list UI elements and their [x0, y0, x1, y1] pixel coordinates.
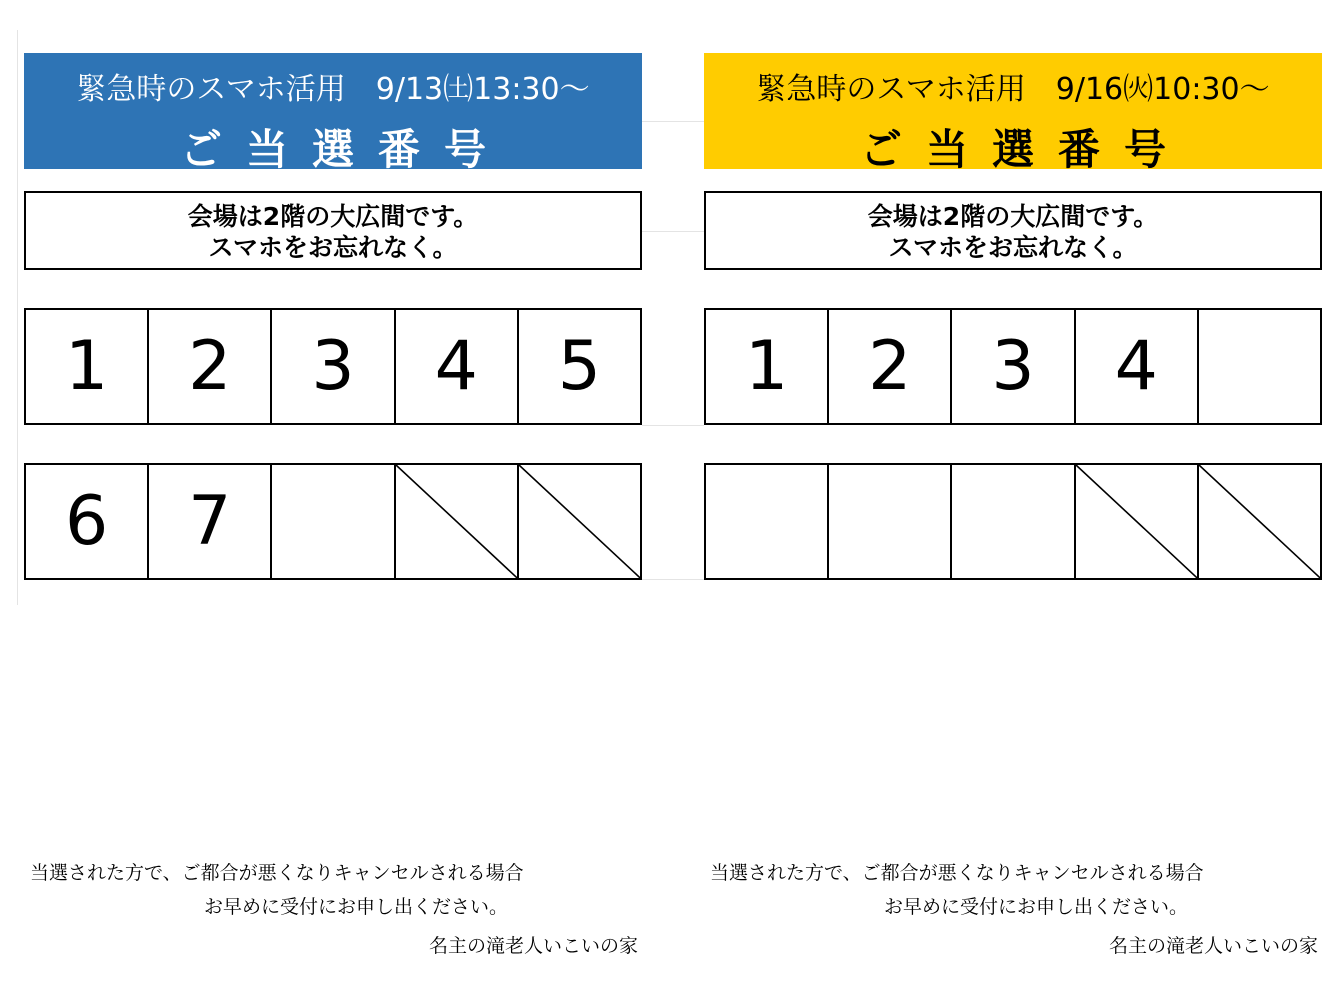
- cancellation-note: 当選された方で、ご都合が悪くなりキャンセルされる場合: [710, 862, 1204, 884]
- strike-diagonal-line: [396, 465, 517, 578]
- winning-numbers-panel-left: [24, 0, 642, 1008]
- strike-diagonal-line: [519, 465, 640, 578]
- number-cell: 5: [557, 327, 602, 406]
- cancellation-request: お早めに受付にお申し出ください。: [204, 896, 509, 918]
- crossed-out-cell: [519, 465, 640, 578]
- number-row-1: [704, 308, 1322, 425]
- sheet-gridline: [642, 121, 704, 122]
- number-cell: [272, 465, 395, 578]
- number-cell: 6: [26, 465, 149, 578]
- strike-line: [1076, 465, 1197, 578]
- number-cell: 2: [149, 310, 272, 423]
- number-cell: [952, 465, 1075, 578]
- sheet-gridline: [642, 579, 704, 580]
- strike-diagonal-line: [1076, 465, 1197, 578]
- cancellation-request: お早めに受付にお申し出ください。: [884, 896, 1189, 918]
- number-row-2: [704, 463, 1322, 580]
- crossed-out-cell: [1199, 465, 1320, 578]
- venue-line: 会場は2階の大広間です。: [867, 202, 1159, 231]
- number-cell: 3: [952, 310, 1075, 423]
- winning-numbers-title: ご当選番号: [179, 125, 510, 174]
- event-title: 緊急時のスマホ活用 9/16㈫10:30～: [756, 72, 1270, 107]
- winning-numbers-panel-right: [704, 0, 1322, 1008]
- number-row-2: [24, 463, 642, 580]
- number-cell: 1: [26, 310, 149, 423]
- crossed-out-cell: [1076, 465, 1199, 578]
- organizer-name: 名主の滝老人いこいの家: [1108, 935, 1318, 957]
- organizer-name: 名主の滝老人いこいの家: [428, 935, 638, 957]
- sheet-gridline: [642, 231, 704, 232]
- phone-reminder-line: スマホをお忘れなく。: [888, 233, 1138, 262]
- number-row-1: [24, 308, 642, 425]
- panel-header: [24, 53, 642, 174]
- strike-line: [519, 465, 640, 578]
- event-title: 緊急時のスマホ活用 9/13㈯13:30～: [76, 72, 590, 107]
- number-cell: 4: [1076, 310, 1199, 423]
- strike-line: [1199, 465, 1320, 578]
- phone-reminder-line: スマホをお忘れなく。: [208, 233, 458, 262]
- number-cell: 7: [149, 465, 272, 578]
- crossed-out-cell: [396, 465, 519, 578]
- strike-line: [396, 465, 517, 578]
- number-cell: [829, 465, 952, 578]
- venue-notice-box: [704, 191, 1322, 270]
- number-cell: 2: [829, 310, 952, 423]
- number-cell: [1199, 310, 1320, 423]
- sheet-gridline: [642, 425, 704, 426]
- number-cell: 4: [396, 310, 519, 423]
- number-cell: 1: [706, 310, 829, 423]
- venue-notice-box: [24, 191, 642, 270]
- venue-line: 会場は2階の大広間です。: [187, 202, 479, 231]
- cancellation-note: 当選された方で、ご都合が悪くなりキャンセルされる場合: [30, 862, 524, 884]
- number-cell: 3: [272, 310, 395, 423]
- strike-diagonal-line: [1199, 465, 1320, 578]
- panel-header: [704, 53, 1322, 174]
- sheet-gridline: [17, 30, 18, 605]
- winning-numbers-title: ご当選番号: [859, 125, 1190, 174]
- number-cell: [706, 465, 829, 578]
